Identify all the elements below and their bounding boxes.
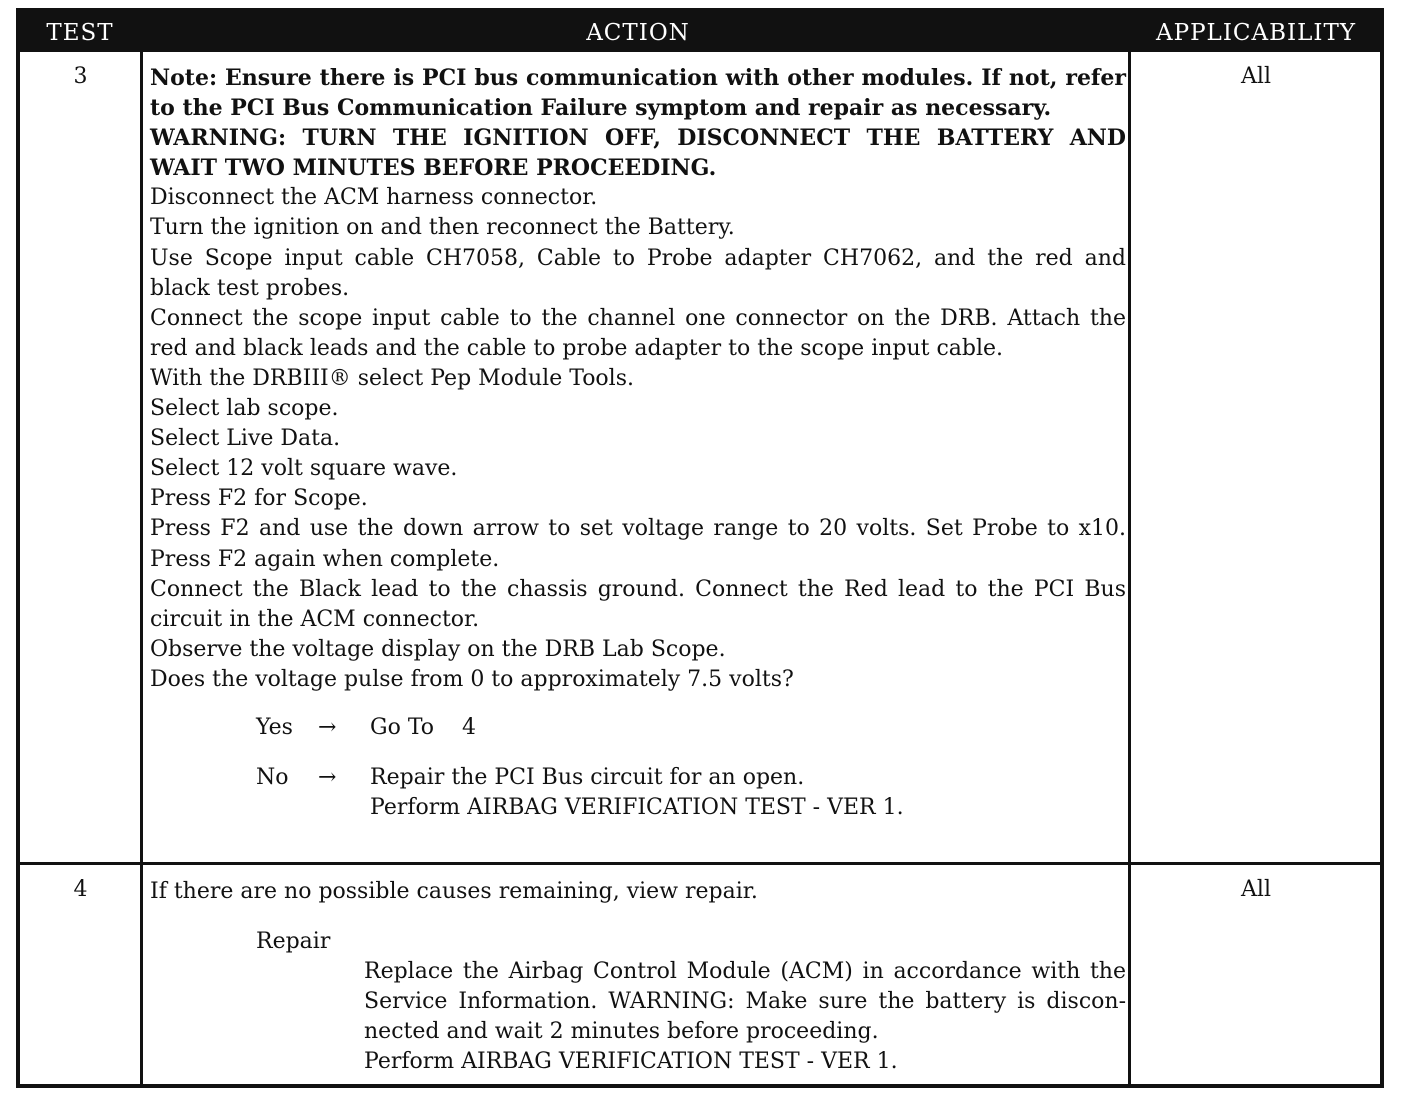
no-action-text: Repair the PCI Bus circuit for an open. [370,764,805,790]
step: Select lab scope. [150,396,339,422]
table-row [20,865,1380,1084]
no-label: No [256,764,289,790]
test-number: 4 [73,877,88,902]
step: Select 12 volt square wave. [150,456,458,482]
header-applicability: APPLICABILITY [1156,20,1356,46]
step: With the DRBIII® select Pep Module Tools. [150,365,634,391]
step: Observe the voltage display on the DRB Lab Scope. [150,636,726,662]
header-test: TEST [46,20,114,46]
diagnostic-table [16,8,1384,1088]
answer-no-continued [150,793,1126,823]
arrow-right-icon: → [318,764,337,790]
no-action-text-2: Perform AIRBAG VERIFICATION TEST - VER 1. [370,794,904,820]
header-action: ACTION [586,20,690,46]
arrow-right-icon: → [318,714,337,740]
answer-yes [150,713,1126,743]
step: Does the voltage pulse from 0 to approximately 7.5 volts? [150,666,794,692]
step: Press F2 for Scope. [150,486,368,512]
action-cell [150,877,1126,1077]
note-text: Note: Ensure there is PCI bus communication with other modules. If not, refer to the PCI Bus Communication Failure symptom and repair as necessary. [150,65,1126,122]
answer-no [150,763,1126,793]
applicability-value: All [1241,877,1271,902]
intro-text: If there are no possible causes remaining, view repair. [150,879,758,904]
action-cell [150,63,1126,823]
warning-text: WARNING: TURN THE IGNITION OFF, DISCONNECT THE BATTERY AND WAIT TWO MINUTES BEFORE PROCEEDING. [150,125,1126,182]
step: Turn the ignition on and then reconnect the Battery. [150,215,735,241]
step: Use Scope input cable CH7058, Cable to Probe adapter CH7062, and the red and black test probes. [150,245,1126,301]
table-row [20,52,1380,862]
test-number: 3 [73,64,88,89]
repair-text: Replace the Airbag Control Module (ACM) in accordance with the Service Information. WARNING: Make sure the battery is discon-nected and wait 2 minutes before proceeding. [364,959,1126,1045]
repair-text-2: Perform AIRBAG VERIFICATION TEST - VER 1. [364,1049,898,1075]
goto-text: Go To [370,714,435,740]
table-header [20,12,1380,52]
repair-label: Repair [256,929,331,955]
step: Select Live Data. [150,426,341,452]
goto-step: 4 [462,714,476,740]
step: Disconnect the ACM harness connector. [150,185,598,211]
step: Connect the scope input cable to the channel one connector on the DRB. Attach the red and black leads and the cable to probe adapter to the scope input cable. [150,305,1126,361]
yes-label: Yes [256,714,293,740]
applicability-value: All [1241,64,1271,89]
step: Connect the Black lead to the chassis ground. Connect the Red lead to the PCI Bus circuit in the ACM connector. [150,576,1126,632]
step: Press F2 and use the down arrow to set voltage range to 20 volts. Set Probe to x10. Press F2 again when complete. [150,516,1126,572]
